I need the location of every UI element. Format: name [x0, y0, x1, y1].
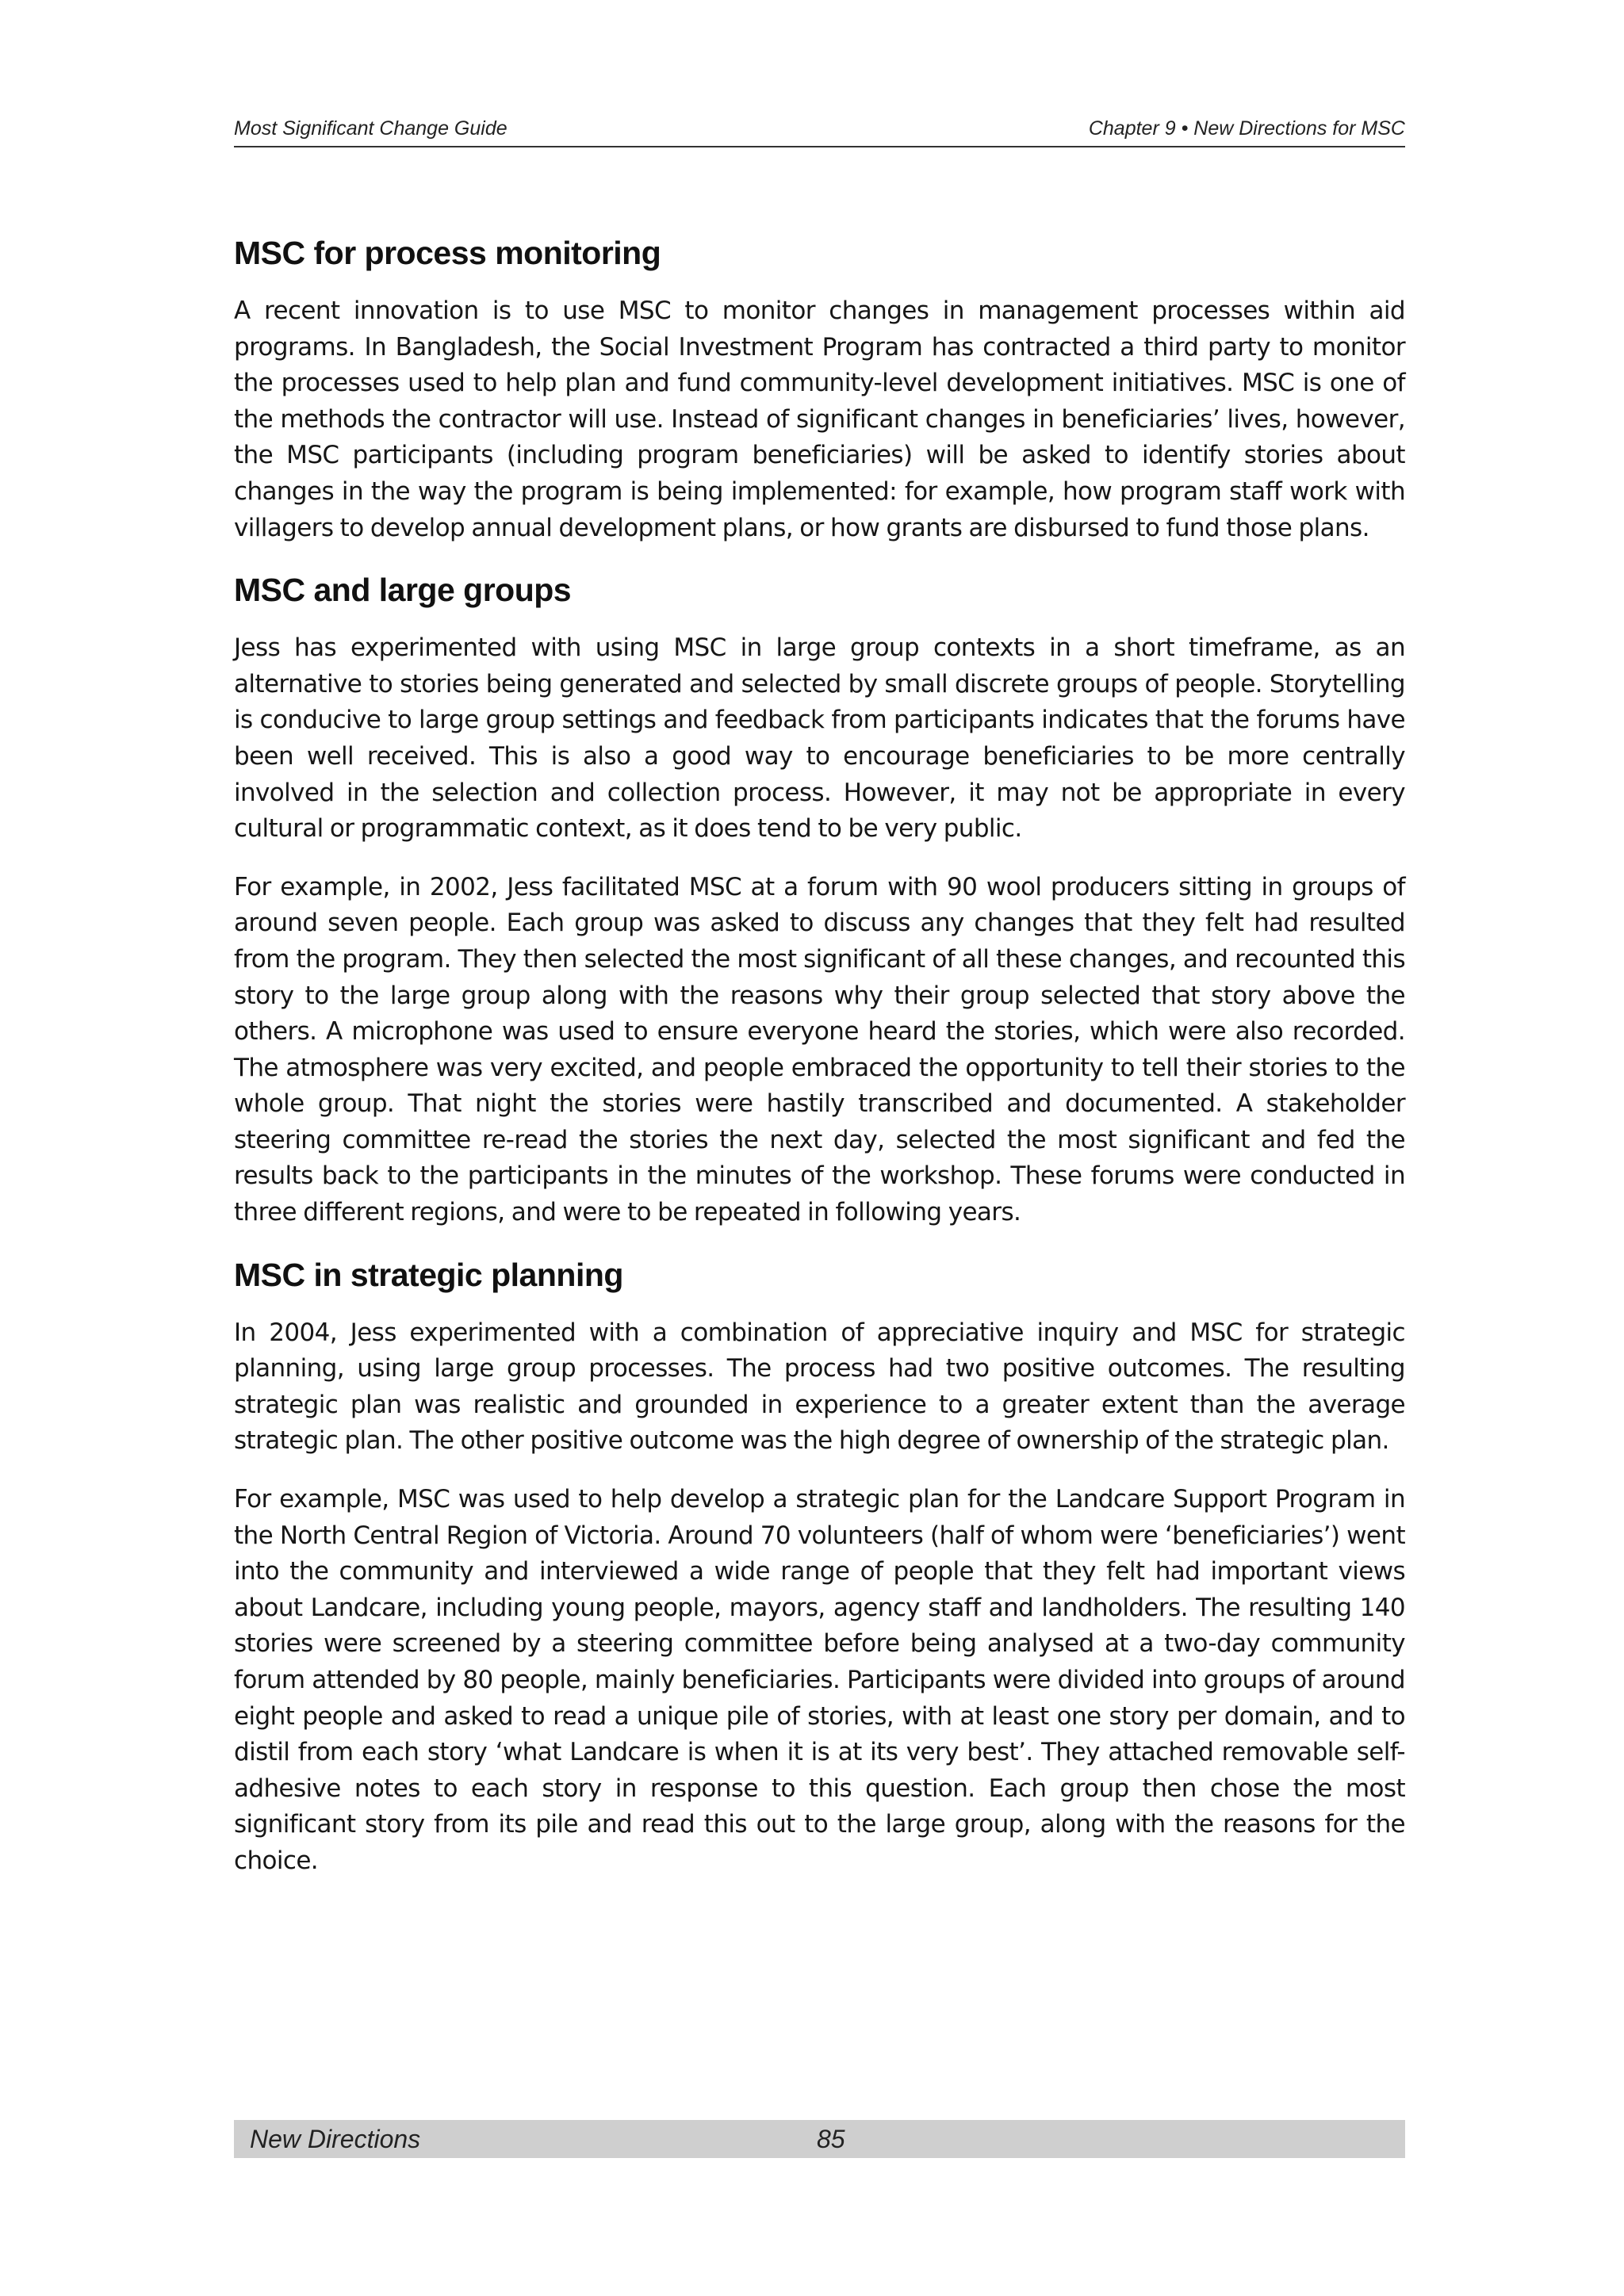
running-header — [234, 113, 1405, 147]
section-large-groups — [234, 568, 1405, 1231]
header-chapter-title: Chapter 9 • New Directions for MSC — [1088, 117, 1405, 140]
page-footer — [234, 2120, 1405, 2158]
header-guide-title: Most Significant Change Guide — [234, 117, 508, 140]
paragraph: A recent innovation is to use MSC to monitor changes in management processes within aid programs. In Bangladesh, the Social Investment Program has contracted a third party to monitor the processes used to help plan and fund community-level development initiatives. MSC is one of the methods the contractor will use. Instead of significant changes in beneficiaries’ lives, however, the MSC participants (including program beneficiaries) will be asked to identify stories about changes in the way the program is being implemented: for example, how program staff work with villagers to develop annual development plans, or how grants are disbursed to fund those plans. — [234, 297, 1405, 542]
section-process-monitoring — [234, 232, 1405, 546]
section-strategic-planning — [234, 1253, 1405, 1880]
paragraph: For example, MSC was used to help develop a strategic plan for the Landcare Support Program in the North Central Region of Victoria. Around 70 volunteers (half of whom were ‘beneficiaries’) went into the community and interviewed a wide range of people that they felt had important views about Landcare, including young people, mayors, agency staff and landholders. The resulting 140 stories were screened by a steering committee before being analysed at a two-day community forum attended by 80 people, mainly beneficiaries. Participants were divided into groups of around eight people and asked to read a unique pile of stories, with at least one story per domain, and to distil from each story ‘what Landcare is when it is at its very best’. They attached removable self-adhesive notes to each story in response to this question. Each group then chose the most significant story from its pile and read this out to the large group, along with the reasons for the choice. — [234, 1485, 1405, 1875]
section-heading: MSC and large groups — [234, 572, 572, 609]
page-number: 85 — [817, 2125, 845, 2153]
footer-section-label: New Directions — [250, 2125, 421, 2153]
paragraph: Jess has experimented with using MSC in large group contexts in a short timeframe, as an alternative to stories being generated and selected by small discrete groups of people. Storytelling is conducive to large group settings and feedback from participants indicates that the forums have been well received. This is also a good way to encourage beneficiaries to be more centrally involved in the selection and collection process. However, it may not be appropriate in every cultural or programmatic context, as it does tend to be very public. — [234, 633, 1405, 844]
section-heading: MSC in strategic planning — [234, 1256, 623, 1293]
paragraph: In 2004, Jess experimented with a combination of appreciative inquiry and MSC for strategic planning, using large group processes. The process had two positive outcomes. The resulting strategic plan was realistic and grounded in experience to a greater extent than the average strategic plan. The other positive outcome was the high degree of ownership of the strategic plan. — [234, 1318, 1405, 1456]
page-body — [234, 232, 1405, 1902]
section-heading: MSC for process monitoring — [234, 235, 661, 271]
paragraph: For example, in 2002, Jess facilitated MSC at a forum with 90 wool producers sitting in groups of around seven people. Each group was asked to discuss any changes that they felt had resulted from the program. They then selected the most significant of all these changes, and recounted this story to the large group along with the reasons why their group selected that story above the others. A microphone was used to ensure everyone heard the stories, which were also recorded. The atmosphere was very excited, and people embraced the opportunity to tell their stories to the whole group. That night the stories were hastily transcribed and documented. A stakeholder steering committee re-read the stories the next day, selected the most significant and fed the results back to the participants in the minutes of the workshop. These forums were conducted in three different regions, and were to be repeated in following years. — [234, 872, 1405, 1227]
